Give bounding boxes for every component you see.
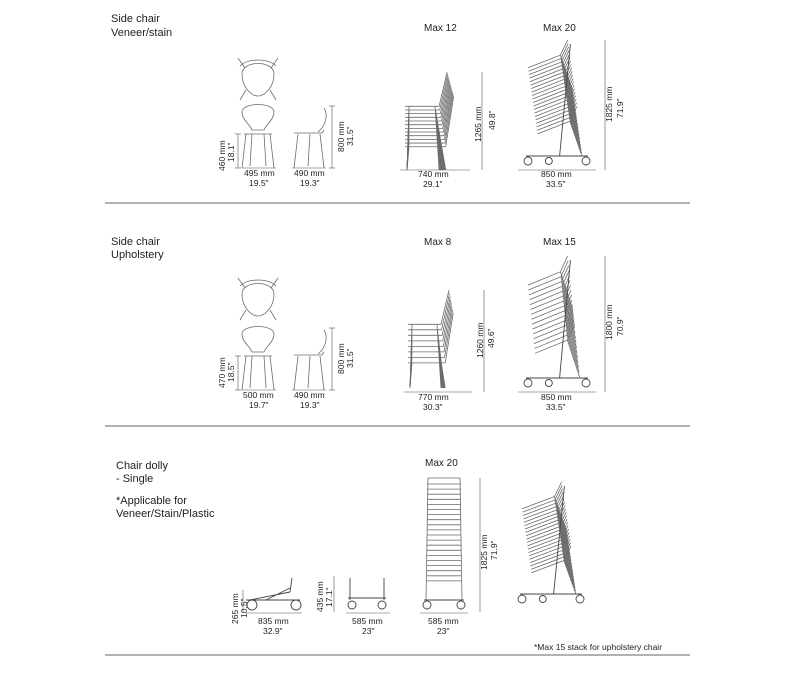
dim-stack-height [604, 40, 625, 170]
stack-caption: Max 15 [543, 237, 576, 248]
dim-label-mm: 1265 mm [473, 106, 483, 142]
dim-label-in: 17.1" [324, 587, 334, 607]
dim-front-width [242, 168, 276, 188]
dim-label-mm: 1825 mm [479, 534, 489, 570]
dim-label-mm: 495 mm [244, 168, 275, 178]
dim-label-in: 32.9" [263, 626, 283, 636]
section-chair-dolly [105, 458, 690, 655]
chair-stack-dolly-icon [524, 40, 590, 165]
dim-label-mm: 835 mm [258, 616, 289, 626]
dim-stack-height [479, 478, 499, 612]
dim-label-mm: 585 mm [428, 616, 459, 626]
dim-label-in: 71.9" [489, 540, 499, 560]
dim-label-in: 71.9" [615, 98, 625, 118]
dim-label-in: 33.5" [546, 402, 566, 412]
section-title-line-1: Side chair [111, 13, 160, 25]
dim-stack-height [473, 72, 497, 170]
dim-label-mm: 585 mm [352, 616, 383, 626]
chair-top-view-icon [238, 278, 278, 320]
section-title-line-1: Chair dolly [116, 460, 168, 472]
dim-label-in: 19.7" [249, 400, 269, 410]
dim-label-mm: 770 mm [418, 392, 449, 402]
section-title-line-2: - Single [116, 473, 154, 485]
chair-side-view-icon [294, 330, 326, 390]
section-title-line-2: Upholstery [111, 249, 164, 261]
dim-stack-width [518, 392, 596, 412]
dim-label-in: 19.5" [249, 178, 269, 188]
dim-label-mm: 490 mm [294, 168, 325, 178]
dim-total-height [329, 328, 355, 390]
dim-label-in: 33.5" [546, 179, 566, 189]
stack-caption: Max 12 [424, 23, 457, 34]
section-note-line-2: Veneer/Stain/Plastic [116, 508, 215, 520]
dim-dolly-side-length [246, 613, 302, 636]
chair-stack-dolly-icon [518, 482, 584, 603]
dim-label-mm: 1260 mm [475, 322, 485, 358]
chair-front-view-icon [242, 105, 274, 169]
dim-label-mm: 460 mm [217, 140, 227, 171]
dim-label-in: 31.5" [345, 126, 355, 146]
dim-label-in: 29.1" [423, 179, 443, 189]
dim-seat-height [217, 134, 241, 171]
dim-dolly-front-width [346, 613, 390, 636]
dim-stack-width [518, 169, 596, 189]
chair-stack-front-icon [423, 478, 465, 609]
dim-dolly-front-height [315, 576, 334, 612]
dim-label-in: 70.9" [615, 316, 625, 336]
chair-stack-small-icon [408, 290, 453, 388]
section-title-line-1: Side chair [111, 236, 160, 248]
stack-caption: Max 20 [543, 23, 576, 34]
footnote: *Max 15 stack for upholstery chair [534, 642, 663, 652]
dim-label-mm: 740 mm [418, 169, 449, 179]
dim-side-depth [292, 390, 326, 410]
dim-label-in: 30.3" [423, 402, 443, 412]
dim-label-in: 23" [437, 626, 450, 636]
dim-stack-width [400, 169, 470, 189]
chair-stack-small-icon [405, 72, 454, 170]
dim-label-mm: 800 mm [336, 343, 346, 374]
section-upholstery [105, 236, 690, 426]
dim-label-mm: 470 mm [217, 357, 227, 388]
dim-label-in: 31.5" [345, 348, 355, 368]
dim-label-in: 10.5" [239, 598, 249, 618]
stack-caption: Max 8 [424, 237, 452, 248]
dim-stack-width [420, 613, 468, 636]
dim-label-in: 18.5" [226, 362, 236, 382]
dim-label-in: 19.3" [300, 400, 320, 410]
dim-label-in: 49.8" [487, 110, 497, 130]
chair-top-view-icon [238, 58, 278, 100]
chair-side-view-icon [294, 108, 326, 168]
dim-label-mm: 1825 mm [604, 86, 614, 122]
dim-label-in: 19.3" [300, 178, 320, 188]
section-title-line-2: Veneer/stain [111, 27, 173, 39]
dim-front-width [242, 390, 276, 410]
chair-stack-dolly-icon [524, 256, 590, 387]
dolly-side-view-icon [246, 578, 301, 610]
dim-seat-height [217, 356, 241, 390]
dim-side-depth [292, 168, 326, 188]
section-veneer-stain [105, 13, 690, 203]
dim-label-mm: 800 mm [336, 121, 346, 152]
dim-label-mm: 490 mm [294, 390, 325, 400]
dim-stack-width [404, 392, 472, 412]
dim-label-mm: 850 mm [541, 169, 572, 179]
section-note-line-1: *Applicable for [116, 495, 187, 507]
dim-label-mm: 435 mm [315, 581, 325, 612]
dim-label-mm: 1800 mm [604, 304, 614, 340]
dim-stack-height [475, 290, 496, 392]
dolly-front-view-icon [348, 578, 386, 609]
dim-label-in: 18.1" [226, 142, 236, 162]
dim-dolly-side-height [230, 590, 249, 624]
dim-stack-height [604, 256, 625, 392]
dim-label-in: 23" [362, 626, 375, 636]
chair-front-view-icon [242, 327, 274, 391]
stack-caption: Max 20 [425, 458, 458, 469]
dim-label-mm: 265 mm [230, 593, 240, 624]
dim-label-in: 49.6" [486, 328, 496, 348]
dim-total-height [329, 106, 355, 168]
dim-label-mm: 850 mm [541, 392, 572, 402]
dim-label-mm: 500 mm [243, 390, 274, 400]
